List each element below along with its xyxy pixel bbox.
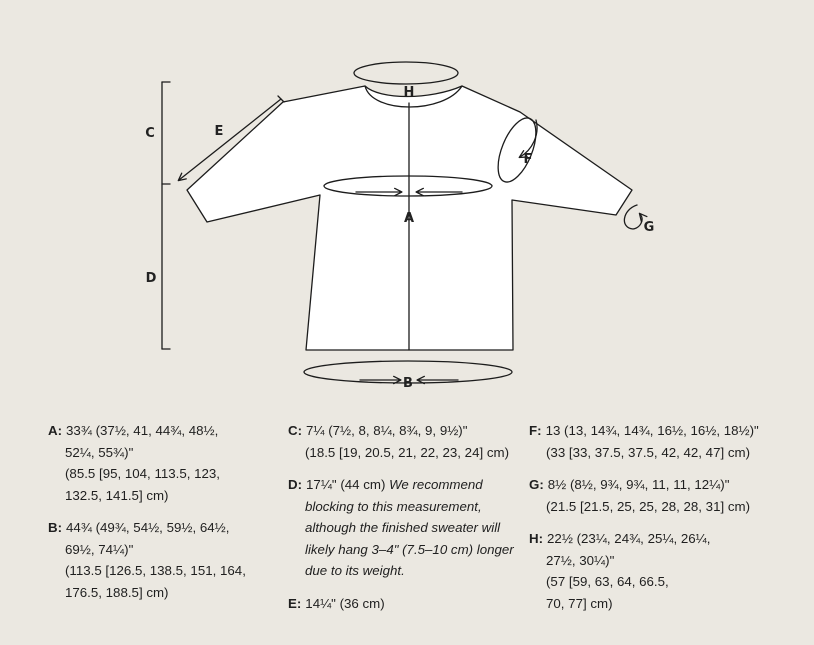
measurement-line: 7¼ (7½, 8, 8¼, 8¾, 9, 9½)" — [306, 423, 468, 438]
label-a: A — [403, 211, 415, 226]
measurement-line: 14¼" (36 cm) — [305, 595, 385, 611]
measurement-h — [529, 528, 799, 614]
measurement-note: due to its weight. — [305, 563, 405, 578]
measurement-line: (33 [33, 37.5, 37.5, 42, 42, 47] cm) — [546, 444, 751, 460]
measurement-key: F: — [529, 423, 542, 438]
measurement-line: 13 (13, 14¾, 14¾, 16½, 16½, 18½)" — [545, 423, 759, 438]
label-g: G — [643, 220, 655, 235]
measurement-line: 17¼" (44 cm) — [306, 477, 386, 492]
measurement-key: C: — [288, 423, 303, 438]
measurement-line: (21.5 [21.5, 25, 25, 28, 28, 31] cm) — [546, 498, 751, 514]
measurement-b — [48, 517, 278, 603]
measurement-line: (113.5 [126.5, 138.5, 151, 164, — [65, 563, 246, 578]
label-d: D — [145, 271, 157, 286]
measurement-line: (85.5 [95, 104, 113.5, 123, — [65, 466, 221, 481]
measurements-column-3 — [529, 420, 799, 625]
measurement-line: 132.5, 141.5] cm) — [65, 487, 169, 503]
label-c: C — [145, 126, 155, 141]
label-b: B — [403, 376, 413, 391]
measurement-g — [529, 474, 799, 517]
measurement-key: H: — [529, 531, 544, 546]
measurement-key: E: — [288, 595, 302, 611]
measurement-key: D: — [288, 477, 303, 492]
measurement-note: We recommend — [389, 477, 483, 492]
measurement-key: A: — [48, 423, 63, 438]
measurement-note: blocking to this measurement, — [305, 498, 482, 514]
measurement-a — [48, 420, 278, 506]
measurements-column-2 — [288, 420, 528, 625]
measurement-note: although the finished sweater will — [305, 520, 501, 535]
measurement-d — [288, 474, 528, 582]
measurement-note: likely hang 3–4" (7.5–10 cm) longer — [305, 541, 514, 557]
measurement-line: 70, 77] cm) — [546, 595, 613, 611]
label-f: F — [523, 152, 533, 167]
label-h: H — [403, 85, 415, 100]
measurement-f — [529, 420, 799, 463]
measurement-key: B: — [48, 520, 63, 535]
measurements-column-1 — [48, 420, 278, 614]
measurement-line: 69½, 74¼)" — [65, 541, 134, 557]
measurement-e — [288, 593, 528, 615]
measurement-line: 33¾ (37½, 41, 44¾, 48½, — [66, 423, 219, 438]
measurement-line: 27½, 30¼)" — [546, 552, 615, 568]
measurement-line: 44¾ (49¾, 54½, 59½, 64½, — [66, 520, 230, 535]
wrist-circle-arrow — [624, 205, 642, 229]
neck-circumference-ellipse — [354, 62, 458, 84]
measurement-line: 176.5, 188.5] cm) — [65, 584, 169, 600]
measurement-key: G: — [529, 477, 544, 492]
label-e: E — [214, 124, 224, 139]
measurement-line: 52¼, 55¾)" — [65, 444, 134, 460]
measurement-c — [288, 420, 528, 463]
measurement-line: (18.5 [19, 20.5, 21, 22, 23, 24] cm) — [305, 444, 510, 460]
measurement-line: (57 [59, 63, 64, 66.5, — [546, 574, 669, 589]
measurement-line: 22½ (23¼, 24¾, 25¼, 26¼, — [547, 531, 711, 546]
measurement-line: 8½ (8½, 9¾, 9¾, 11, 11, 12¼)" — [547, 477, 730, 492]
